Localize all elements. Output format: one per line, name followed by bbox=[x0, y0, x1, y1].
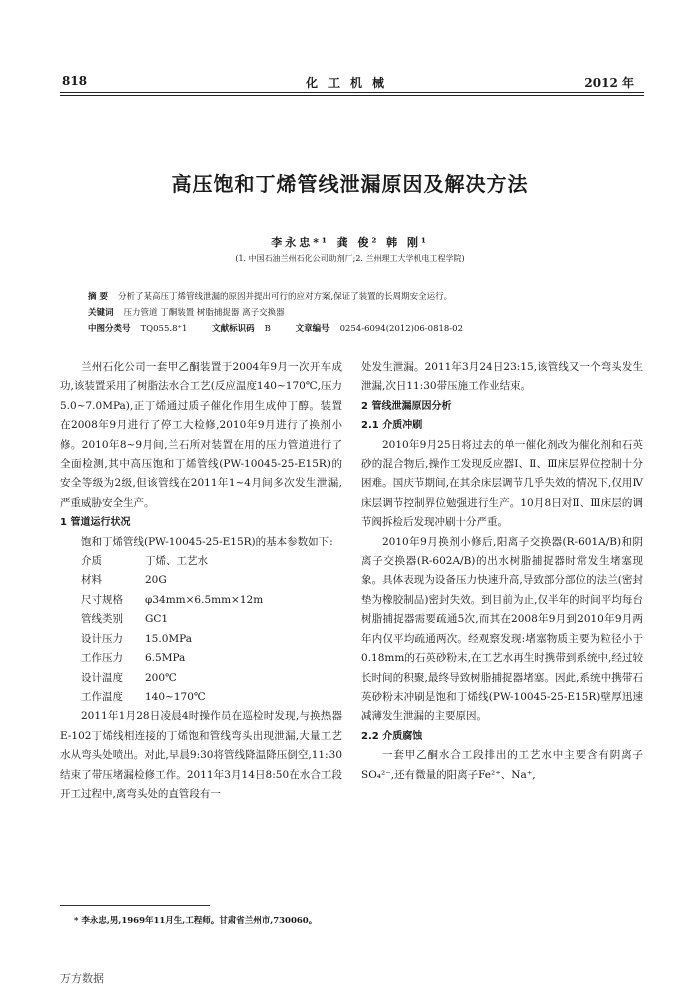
parameter-row bbox=[60, 688, 342, 707]
paragraph: 2011年1月28日凌晨4时操作员在巡检时发现,与换热器E-102丁烯线相连接的丁烯饱和管线弯头出现泄漏,大量工艺水从弯头处喷出。对此,早晨9:30将管线降温降压倒空,11:30结束了带压堵漏检修工作。2011年3月14日8:50在水合工段开工过程中,离弯头处的直管段有一 bbox=[60, 710, 342, 800]
parameter-row bbox=[60, 610, 342, 629]
parameter-row bbox=[60, 552, 342, 571]
parameter-list bbox=[60, 552, 342, 707]
article-no-label: 文章编号 bbox=[295, 324, 330, 334]
affiliation: (1. 中国石油兰州石化公司助剂厂;2. 兰州理工大学机电工程学院) bbox=[235, 254, 465, 263]
doc-code-value: B bbox=[264, 324, 271, 334]
subsection-heading-2-1: 2.1 介质冲刷 bbox=[361, 420, 423, 432]
keywords-label: 关键词 bbox=[88, 308, 114, 318]
abstract-text: 分析了某高压丁烯管线泄漏的原因并提出可行的应对方案,保证了装置的长周期安全运行。 bbox=[117, 292, 453, 302]
cls-value: TQ055.8⁺1 bbox=[140, 324, 188, 334]
parameter-value: φ34mm×6.5mm×12m bbox=[145, 593, 264, 606]
footnote-rule bbox=[60, 905, 210, 906]
parameter-row bbox=[60, 649, 342, 668]
parameter-key: 工作温度 bbox=[81, 690, 123, 703]
keywords bbox=[88, 306, 285, 318]
publication-year: 2012 年 bbox=[584, 76, 634, 90]
paragraph: 处发生泄漏。2011年3月24日23:15,该管线又一个弯头发生泄漏,次日11:30带压施工作业结束。 bbox=[361, 361, 643, 393]
article-title: 高压饱和丁烯管线泄漏原因及解决方法 bbox=[171, 172, 529, 196]
parameter-value: 200℃ bbox=[145, 671, 177, 684]
parameter-value: 20G bbox=[145, 574, 167, 587]
subsection-heading-2-2: 2.2 介质腐蚀 bbox=[361, 730, 423, 742]
cls-label: 中图分类号 bbox=[88, 324, 131, 334]
parameter-row bbox=[60, 630, 342, 649]
parameter-row bbox=[60, 669, 342, 688]
watermark: 万方数据 bbox=[60, 972, 104, 985]
parameter-key: 工作压力 bbox=[81, 652, 123, 665]
doc-code-label: 文献标识码 bbox=[212, 324, 255, 334]
parameter-value: 15.0MPa bbox=[145, 632, 192, 645]
parameter-key: 材料 bbox=[81, 574, 102, 587]
journal-name: 化工机械 bbox=[305, 76, 394, 90]
keywords-text: 压力管道 丁酮装置 树脂捕捉器 离子交换器 bbox=[123, 308, 285, 318]
paragraph: 2010年9月换剂小修后,阳离子交换器(R-601A/B)和阴离子交换器(R-602A/B)的出水树脂捕捉器时常发生堵塞现象。具体表现为设备压力快速升高,导致部分部位的法兰(密封垫为橡胶制品)密封失效。到目前为止,仅半年的时间平均每台树脂捕捉器需要疏通5次,而其在2008年9月到2010年9月两年内仅平均疏通两次。经观察发现:堵塞物质主要为粒径小于0.18mm的石英砂粉末,在工艺水再生时携带到系统中,经过较长时间的积聚,最终导致树脂捕捉器堵塞。因此,系统中携带石英砂粉末冲刷是饱和丁烯线(PW-10045-25-E15R)壁厚迅速减薄发生泄漏的主要原因。 bbox=[361, 535, 643, 723]
parameter-value: 丁烯、工艺水 bbox=[145, 555, 208, 568]
header-rule-bottom bbox=[60, 95, 644, 96]
paragraph: 兰州石化公司一套甲乙酮装置于2004年9月一次开车成功,该装置采用了树脂法水合工艺(反应温度140~170℃,压力5.0~7.0MPa),正丁烯通过质子催化作用生成仲丁醇。装置在2008年9月进行了停工大检修,2010年9月进行了换剂小修。2010年8~9月间,兰石所对装置在用的压力管道进行了全面检测,其中高压饱和丁烯管线(PW-10045-25-E15R)的安全等级为2级,但该管线在2011年1~4月间多次发生泄漏,严重威胁安全生产。 bbox=[60, 361, 342, 509]
parameter-key: 介质 bbox=[81, 555, 102, 568]
page-number: 818 bbox=[62, 74, 88, 88]
header-rule-top bbox=[60, 92, 644, 93]
right-column bbox=[361, 358, 643, 785]
parameter-key: 设计温度 bbox=[81, 671, 123, 684]
paragraph: 2010年9月25日将过去的单一催化剂改为催化剂和石英砂的混合物后,操作工发现反应器Ⅰ、Ⅱ、Ⅲ床层界位控制十分困难。国庆节期间,在其余床层调节几乎失效的情况下,仅用Ⅳ床层调节控制界位勉强进行生产。10月8日对Ⅱ、Ⅲ床层的调节阀拆检后发现冲刷十分严重。 bbox=[361, 438, 643, 529]
author-footnote: * 李永忠,男,1969年11月生,工程师。甘肃省兰州市,730060。 bbox=[74, 916, 318, 926]
abstract bbox=[88, 290, 452, 302]
parameter-value: 6.5MPa bbox=[145, 652, 186, 665]
paragraph: 一套甲乙酮水合工段排出的工艺水中主要含有阴离子SO₄²⁻,还有微量的阳离子Fe²⁺、Na⁺, bbox=[361, 749, 643, 781]
parameter-key: 设计压力 bbox=[81, 632, 123, 645]
parameter-row bbox=[60, 591, 342, 610]
parameter-key: 尺寸规格 bbox=[81, 593, 123, 606]
section-heading-2: 2 管线泄漏原因分析 bbox=[361, 400, 452, 412]
parameter-row bbox=[60, 571, 342, 590]
section-heading-1: 1 管道运行状况 bbox=[60, 517, 131, 529]
paragraph: 饱和丁烯管线(PW-10045-25-E15R)的基本参数如下: bbox=[81, 535, 333, 548]
abstract-label: 摘 要 bbox=[88, 292, 108, 302]
parameter-key: 管线类别 bbox=[81, 613, 123, 626]
parameter-value: 140~170℃ bbox=[145, 690, 206, 703]
parameter-value: GC1 bbox=[145, 613, 169, 626]
authors: 李永忠*¹ 龚 俊² 韩 刚¹ bbox=[271, 236, 429, 249]
article-no-value: 0254-6094(2012)06-0818-02 bbox=[339, 324, 463, 334]
classification-line bbox=[88, 322, 463, 334]
left-column bbox=[60, 358, 342, 804]
